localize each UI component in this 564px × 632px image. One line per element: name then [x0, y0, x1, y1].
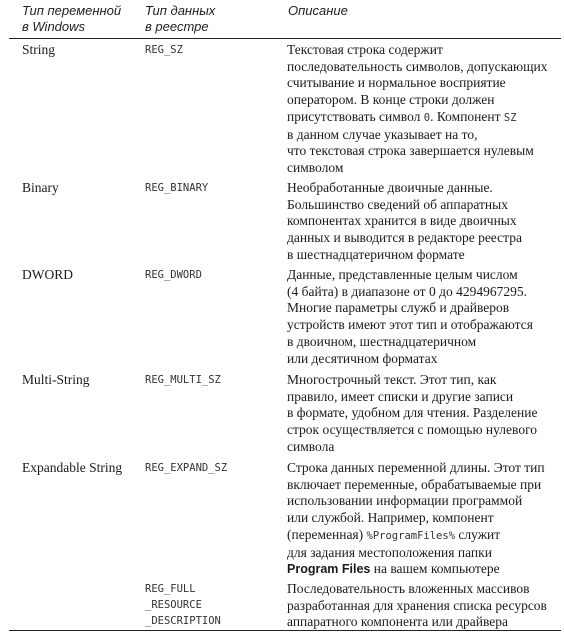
registry-type-line: _DESCRIPTION: [145, 615, 221, 627]
description-cell: [287, 460, 564, 578]
description-line: в шестнадцатеричном формате: [287, 246, 465, 262]
description-line: последовательность символов, допускающих: [287, 58, 548, 74]
registry-type-cell: [145, 460, 285, 476]
registry-type-cell: [145, 267, 285, 283]
description-cell: [287, 581, 564, 631]
description-line: правило, имеет списки и другие записи: [287, 388, 514, 404]
folder-name: Program Files: [287, 562, 371, 577]
description-line: разработанная для хранения списка ресурсов: [287, 597, 547, 613]
description-line: [287, 561, 564, 578]
description-line: [287, 527, 564, 545]
description-line: Текстовая строка содержит: [287, 42, 443, 57]
description-line: Многие параметры служб и драйверов: [287, 300, 510, 316]
description-cell: [287, 372, 564, 456]
description-line: Необработанные двоичные данные.: [287, 180, 493, 195]
description-line: (4 байта) в диапазоне от 0 до 4294967295.: [287, 283, 527, 299]
description-line: символа: [287, 438, 335, 454]
registry-type-line: REG_SZ: [145, 44, 183, 56]
header-variable-type-line: Тип переменной: [22, 3, 122, 18]
description-text: (переменная): [287, 526, 367, 542]
description-line: Последовательность вложенных массивов: [287, 581, 530, 596]
description-cell: [287, 42, 564, 177]
description-line: символом: [287, 159, 344, 175]
description-line: или десятичном форматах: [287, 350, 438, 366]
code-literal: 0: [423, 111, 431, 124]
description-line: для задания местоположения папки: [287, 544, 492, 560]
description-line: считывание и нормальное восприятие: [287, 75, 506, 91]
table-header: [9, 0, 561, 39]
variable-type-cell: Binary: [22, 180, 59, 195]
registry-type-line: REG_DWORD: [145, 269, 202, 281]
registry-type-cell: [145, 372, 285, 388]
description-text: . Компонент: [430, 108, 504, 124]
description-line: строк осуществляется с помощью нулевого: [287, 422, 538, 438]
header-registry-type-line: в реестре: [145, 19, 209, 34]
description-line: Большинство сведений об аппаратных: [287, 196, 508, 212]
description-line: компонентах хранится в виде двоичных: [287, 213, 517, 229]
variable-type-cell: String: [22, 42, 56, 57]
description-cell: [287, 267, 564, 367]
header-registry-type-line: Тип данных: [145, 3, 216, 18]
registry-type-line: REG_FULL: [145, 583, 196, 595]
description-line: устройств имеют этот тип и отображаются: [287, 317, 533, 333]
registry-type-cell: [145, 42, 285, 58]
description-line: данных и выводится в редакторе реестра: [287, 230, 522, 246]
description-line: в данном случае указывает на то,: [287, 126, 478, 142]
registry-type-line: REG_EXPAND_SZ: [145, 462, 228, 474]
header-registry-type: [145, 3, 285, 35]
description-line: аппаратного компонента или драйвера: [287, 614, 509, 630]
table-bottom-rule: [9, 630, 561, 631]
code-literal: SZ: [503, 111, 517, 124]
description-line: в формате, удобном для чтения. Разделение: [287, 405, 538, 421]
header-variable-type: [22, 3, 140, 35]
description-line: включает переменные, обрабатываемые при: [287, 476, 542, 492]
description-line: что текстовая строка завершается нулевым: [287, 143, 534, 159]
registry-type-line: REG_MULTI_SZ: [145, 374, 221, 386]
header-variable-type-line: в Windows: [22, 19, 86, 34]
description-line: Многострочный текст. Этот тип, как: [287, 372, 497, 387]
registry-type-cell: [145, 581, 285, 629]
description-cell: [287, 180, 564, 264]
registry-type-line: REG_BINARY: [145, 182, 209, 194]
registry-type-line: _RESOURCE: [145, 599, 202, 611]
registry-types-table: [9, 0, 561, 630]
registry-type-cell: [145, 180, 285, 196]
variable-type-cell: DWORD: [22, 267, 73, 282]
description-line: в двоичном, шестнадцатеричном: [287, 333, 477, 349]
header-description: Описание: [288, 3, 348, 18]
description-text: служит: [455, 526, 501, 542]
variable-type-cell: Expandable String: [22, 460, 123, 475]
description-line: использовании информации программой: [287, 493, 523, 509]
description-line: Строка данных переменной длины. Этот тип: [287, 460, 545, 475]
description-text: на вашем компьютере: [370, 561, 500, 577]
variable-type-cell: Multi-String: [22, 372, 90, 387]
description-line: оператором. В конце строки должен: [287, 92, 495, 108]
description-line: или службой. Например, компонент: [287, 510, 494, 526]
description-line: Данные, представленные целым числом: [287, 267, 518, 282]
description-line: [287, 109, 564, 127]
code-literal: %ProgramFiles%: [366, 529, 456, 542]
description-text: присутствовать символ: [287, 108, 424, 124]
